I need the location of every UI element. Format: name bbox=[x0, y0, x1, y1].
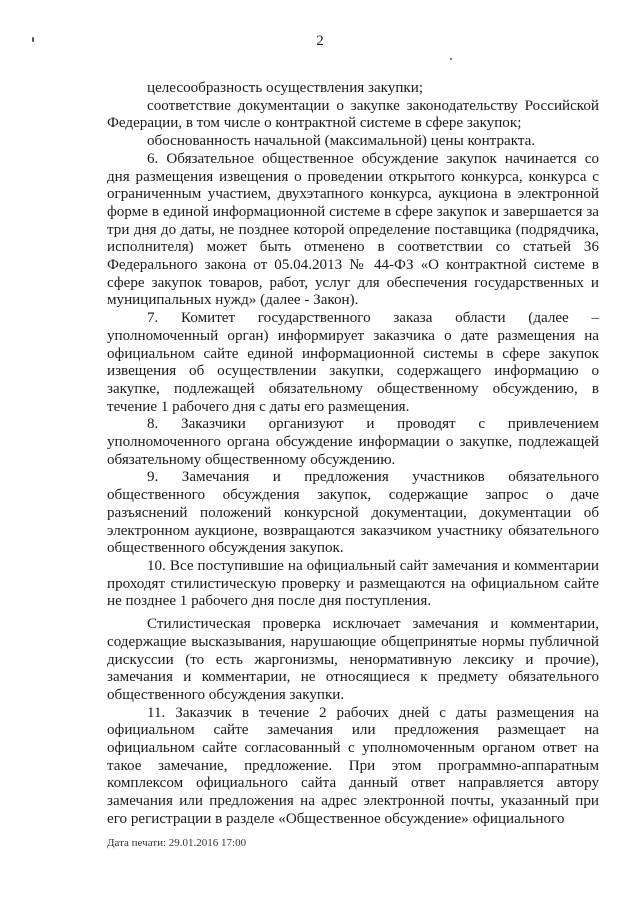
paragraph-stylistic-check: Стилистическая проверка исключает замечания и комментарии, содержащие высказывания, нарушающие общепринятые нормы публичной дискуссии (то есть жаргонизмы, ненормативную лексику и прочие), замечания и комментарии, не относящиеся к предмету обязательного общественного обсуждения закупки. bbox=[107, 616, 599, 703]
paragraph-item-10: 10. Все поступившие на официальный сайт замечания и комментарии проходят стилистическую проверку и размещаются на официальном сайте не позднее 1 рабочего дня после дня поступления. bbox=[107, 557, 599, 610]
scan-speck bbox=[32, 37, 34, 42]
paragraph-documentation-compliance: соответствие документации о закупке законодательству Российской Федерации, в том числе о контрактной системе в сфере закупок; bbox=[107, 97, 599, 132]
paragraph-item-6: 6. Обязательное общественное обсуждение закупок начинается со дня размещения извещения о проведении открытого конкурса, конкурса с ограниченным участием, двухэтапного конкурса, аукциона в электронной форме в единой информационной системе в сфере закупок и завершается за три дня до даты, не позднее которой определение поставщика (подрядчика, исполнителя) может быть отменено в соответствии со статьей 36 Федерального закона от 05.04.2013 № 44-ФЗ «О контрактной системе в сфере закупок товаров, работ, услуг для обеспечения государственных и муниципальных нужд» (далее - Закон). bbox=[107, 150, 599, 309]
document-body bbox=[107, 80, 599, 829]
page-number: 2 bbox=[316, 33, 324, 49]
paragraph-price-justification: обоснованность начальной (максимальной) цены контракта. bbox=[147, 133, 536, 150]
paragraph-item-7: 7. Комитет государственного заказа области (далее – уполномоченный орган) информирует заказчика о дате размещения на официальном сайте единой информационной системы в сфере закупок извещения об осуществлении закупки, содержащего информацию о закупке, подлежащей обязательному общественному обсуждению, в течение 1 рабочего дня с даты его размещения. bbox=[107, 310, 599, 415]
paragraph-item-8: 8. Заказчики организуют и проводят с привлечением уполномоченного органа обсуждение информации о закупке, подлежащей обязательному общественному обсуждению. bbox=[107, 416, 599, 468]
print-date: Дата печати: 29.01.2016 17:00 bbox=[107, 837, 247, 849]
paragraph-item-9: 9. Замечания и предложения участников обязательного общественного обсуждения закупок, содержащие запрос о даче разъяснений положений конкурсной документации, документации об электронном аукционе, возвращаются заказчиком участнику обязательного общественного обсуждения закупок. bbox=[107, 469, 599, 557]
paragraph-item-11: 11. Заказчик в течение 2 рабочих дней с даты размещения на официальном сайте замечания или предложения размещает на официальном сайте согласованный с уполномоченным органом ответ на такое замечание, предложение. При этом программно-аппаратным комплексом официального сайта данный ответ направляется автору замечания или предложения на адрес электронной почты, указанный при его регистрации в разделе «Общественное обсуждение» официального bbox=[107, 704, 599, 827]
scan-speck bbox=[450, 58, 452, 60]
paragraph-expediency: целесообразность осуществления закупки; bbox=[147, 80, 424, 96]
